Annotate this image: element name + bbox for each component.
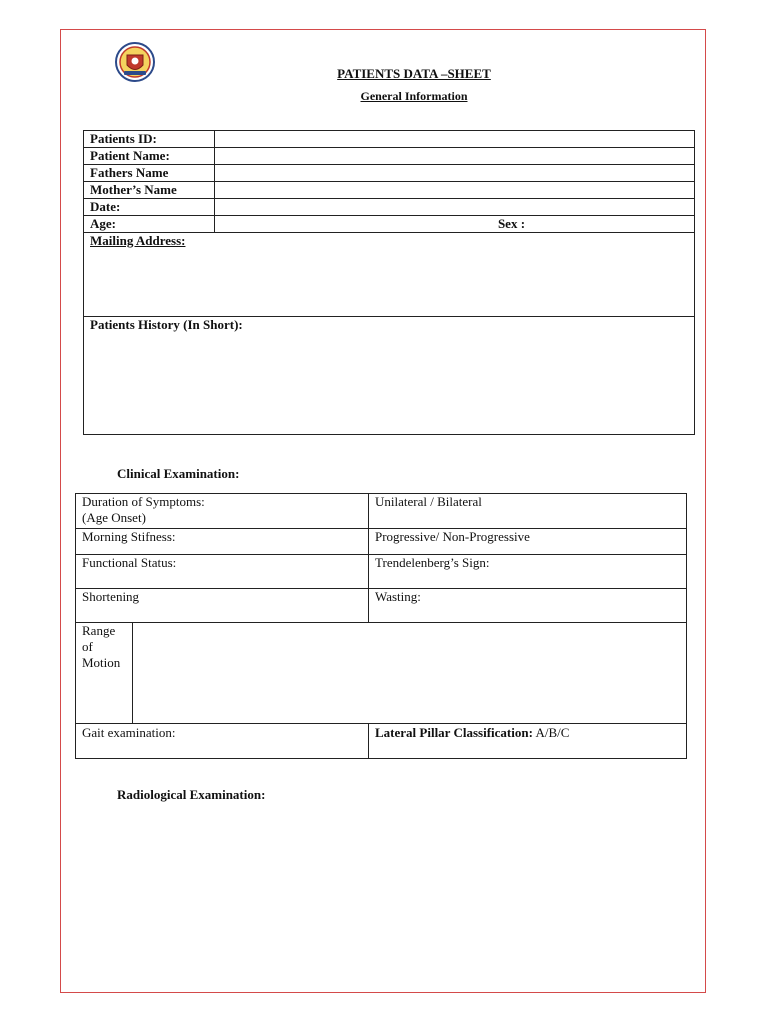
mothers-name-field[interactable] xyxy=(215,182,695,199)
clinical-row-gait xyxy=(76,724,687,759)
trendelenberg-field[interactable] xyxy=(369,555,687,589)
progressive-label: Progressive/ Non-Progressive xyxy=(375,529,530,544)
range-label: Range xyxy=(82,623,116,638)
mothers-name-label: Mother’s Name xyxy=(84,182,215,199)
lateral-pillar-label: Lateral Pillar Classification: xyxy=(375,725,533,740)
shortening-label: Shortening xyxy=(82,589,140,604)
patient-name-field[interactable] xyxy=(215,148,695,165)
date-label: Date: xyxy=(84,199,215,216)
motion-label: Motion xyxy=(82,655,121,670)
sex-field[interactable] xyxy=(215,216,695,233)
unilateral-field[interactable] xyxy=(369,494,687,529)
clinical-examination-heading: Clinical Examination: xyxy=(117,466,240,481)
document-title: PATIENTS DATA –SHEET xyxy=(337,66,491,81)
date-field[interactable] xyxy=(215,199,695,216)
mailing-address-label: Mailing Address: xyxy=(90,233,186,248)
clinical-row-functional xyxy=(76,555,687,589)
general-info-table xyxy=(83,130,695,435)
trendelenberg-label: Trendelenberg’s Sign: xyxy=(375,555,490,570)
duration-label: Duration of Symptoms: xyxy=(82,494,205,509)
morning-stiffness-label: Morning Stifness: xyxy=(82,529,176,544)
fathers-name-field[interactable] xyxy=(215,165,695,182)
patient-history-field[interactable] xyxy=(84,317,695,435)
mailing-address-field[interactable] xyxy=(84,233,695,317)
range-of-motion-label-cell xyxy=(82,623,133,723)
clinical-row-shortening xyxy=(76,589,687,623)
functional-status-label: Functional Status: xyxy=(82,555,177,570)
patient-name-row xyxy=(84,148,695,165)
patient-history-label: Patients History (In Short): xyxy=(90,317,243,332)
wasting-label: Wasting: xyxy=(375,589,421,604)
wasting-field[interactable] xyxy=(369,589,687,623)
duration-field[interactable] xyxy=(76,494,369,529)
radiological-examination-heading: Radiological Examination: xyxy=(117,787,266,802)
clinical-examination-table xyxy=(75,493,687,759)
age-row xyxy=(84,216,695,233)
patient-name-label: Patient Name: xyxy=(84,148,215,165)
of-label: of xyxy=(82,639,93,654)
date-row xyxy=(84,199,695,216)
mailing-address-row xyxy=(84,233,695,317)
range-of-motion-inner xyxy=(82,623,686,723)
patient-history-row xyxy=(84,317,695,435)
range-of-motion-cell xyxy=(76,623,687,724)
lateral-pillar-field[interactable] xyxy=(369,724,687,759)
fathers-name-label: Fathers Name xyxy=(84,165,215,182)
clinical-row-range-of-motion xyxy=(76,623,687,724)
gait-label: Gait examination: xyxy=(82,725,176,740)
document-subtitle: General Information xyxy=(360,89,468,103)
morning-stiffness-field[interactable] xyxy=(76,529,369,555)
range-of-motion-field[interactable] xyxy=(133,623,687,723)
functional-status-field[interactable] xyxy=(76,555,369,589)
mothers-name-row xyxy=(84,182,695,199)
clinical-row-morning xyxy=(76,529,687,555)
sex-label: Sex : xyxy=(497,216,526,231)
patient-id-label: Patients ID: xyxy=(84,131,215,148)
gait-field[interactable] xyxy=(76,724,369,759)
shortening-field[interactable] xyxy=(76,589,369,623)
patient-id-row xyxy=(84,131,695,148)
lateral-pillar-value: A/B/C xyxy=(532,725,570,740)
patient-id-field[interactable] xyxy=(215,131,695,148)
fathers-name-row xyxy=(84,165,695,182)
age-label: Age: xyxy=(84,216,215,233)
progressive-field[interactable] xyxy=(369,529,687,555)
clinical-row-duration xyxy=(76,494,687,529)
age-onset-label: (Age Onset) xyxy=(82,510,146,525)
unilateral-label: Unilateral / Bilateral xyxy=(375,494,482,509)
